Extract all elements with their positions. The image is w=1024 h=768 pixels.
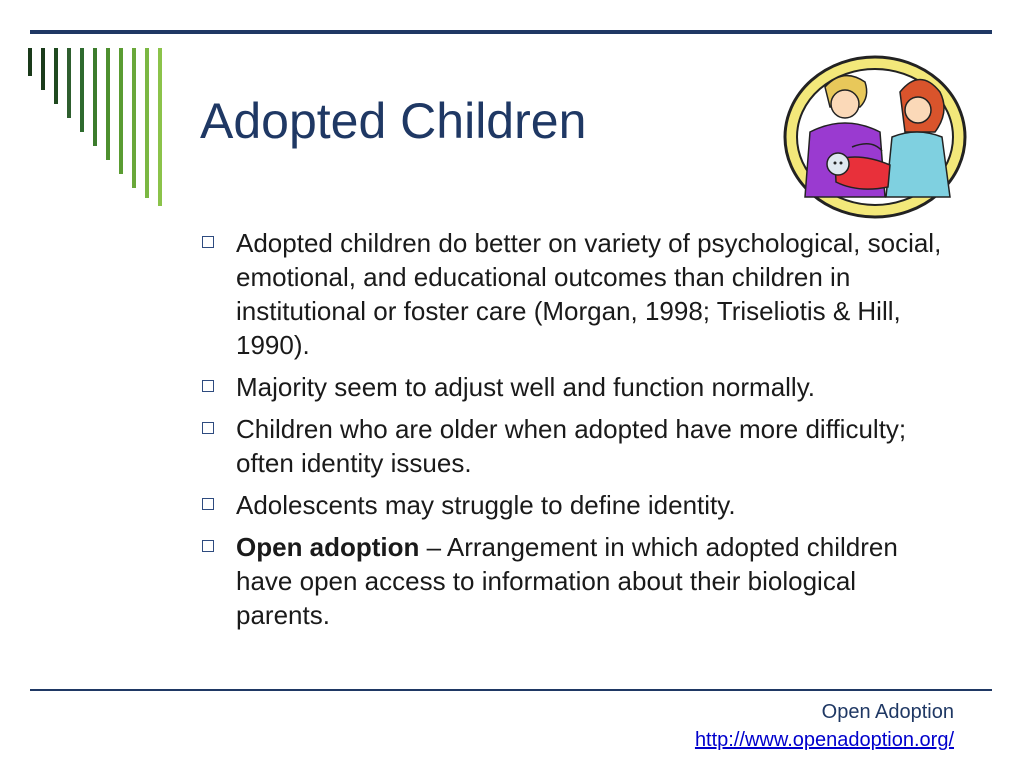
footer-link[interactable]: http://www.openadoption.org/ (694, 729, 954, 751)
top-rule (30, 30, 992, 34)
bullet-text (236, 530, 956, 632)
bullet-text (236, 226, 956, 362)
bullet-bold-term: Open adoption (236, 532, 420, 562)
family-illustration (780, 52, 970, 222)
square-outline-icon (202, 422, 214, 434)
bullet-text (236, 488, 956, 522)
bullet-body: Adolescents may struggle to define identity. (236, 490, 736, 520)
square-outline-icon (202, 236, 214, 248)
square-outline-icon (202, 380, 214, 392)
list-item (200, 226, 970, 362)
slide-title: Adopted Children (200, 93, 587, 149)
bullet-list (200, 226, 970, 640)
bullet-body: – Arrangement in which adopted children have open access to information about their biological parents. (236, 532, 898, 630)
bullet-text (236, 412, 956, 480)
bottom-rule (30, 689, 992, 691)
square-outline-icon (202, 498, 214, 510)
bullet-body: Adopted children do better on variety of psychological, social, emotional, and educational outcomes than children in institutional or foster care (Morgan, 1998; Triseliotis & Hill, 1990). (236, 228, 942, 360)
footer-title: Open Adoption (821, 701, 954, 723)
list-item (200, 412, 970, 480)
square-outline-icon (202, 540, 214, 552)
bullet-body: Children who are older when adopted have more difficulty; often identity issues. (236, 414, 907, 478)
bullet-body: Majority seem to adjust well and function normally. (236, 372, 815, 402)
list-item (200, 530, 970, 632)
decorative-stripes (28, 48, 168, 208)
bullet-text (236, 370, 956, 404)
list-item (200, 488, 970, 522)
footer (695, 698, 954, 754)
list-item (200, 370, 970, 404)
